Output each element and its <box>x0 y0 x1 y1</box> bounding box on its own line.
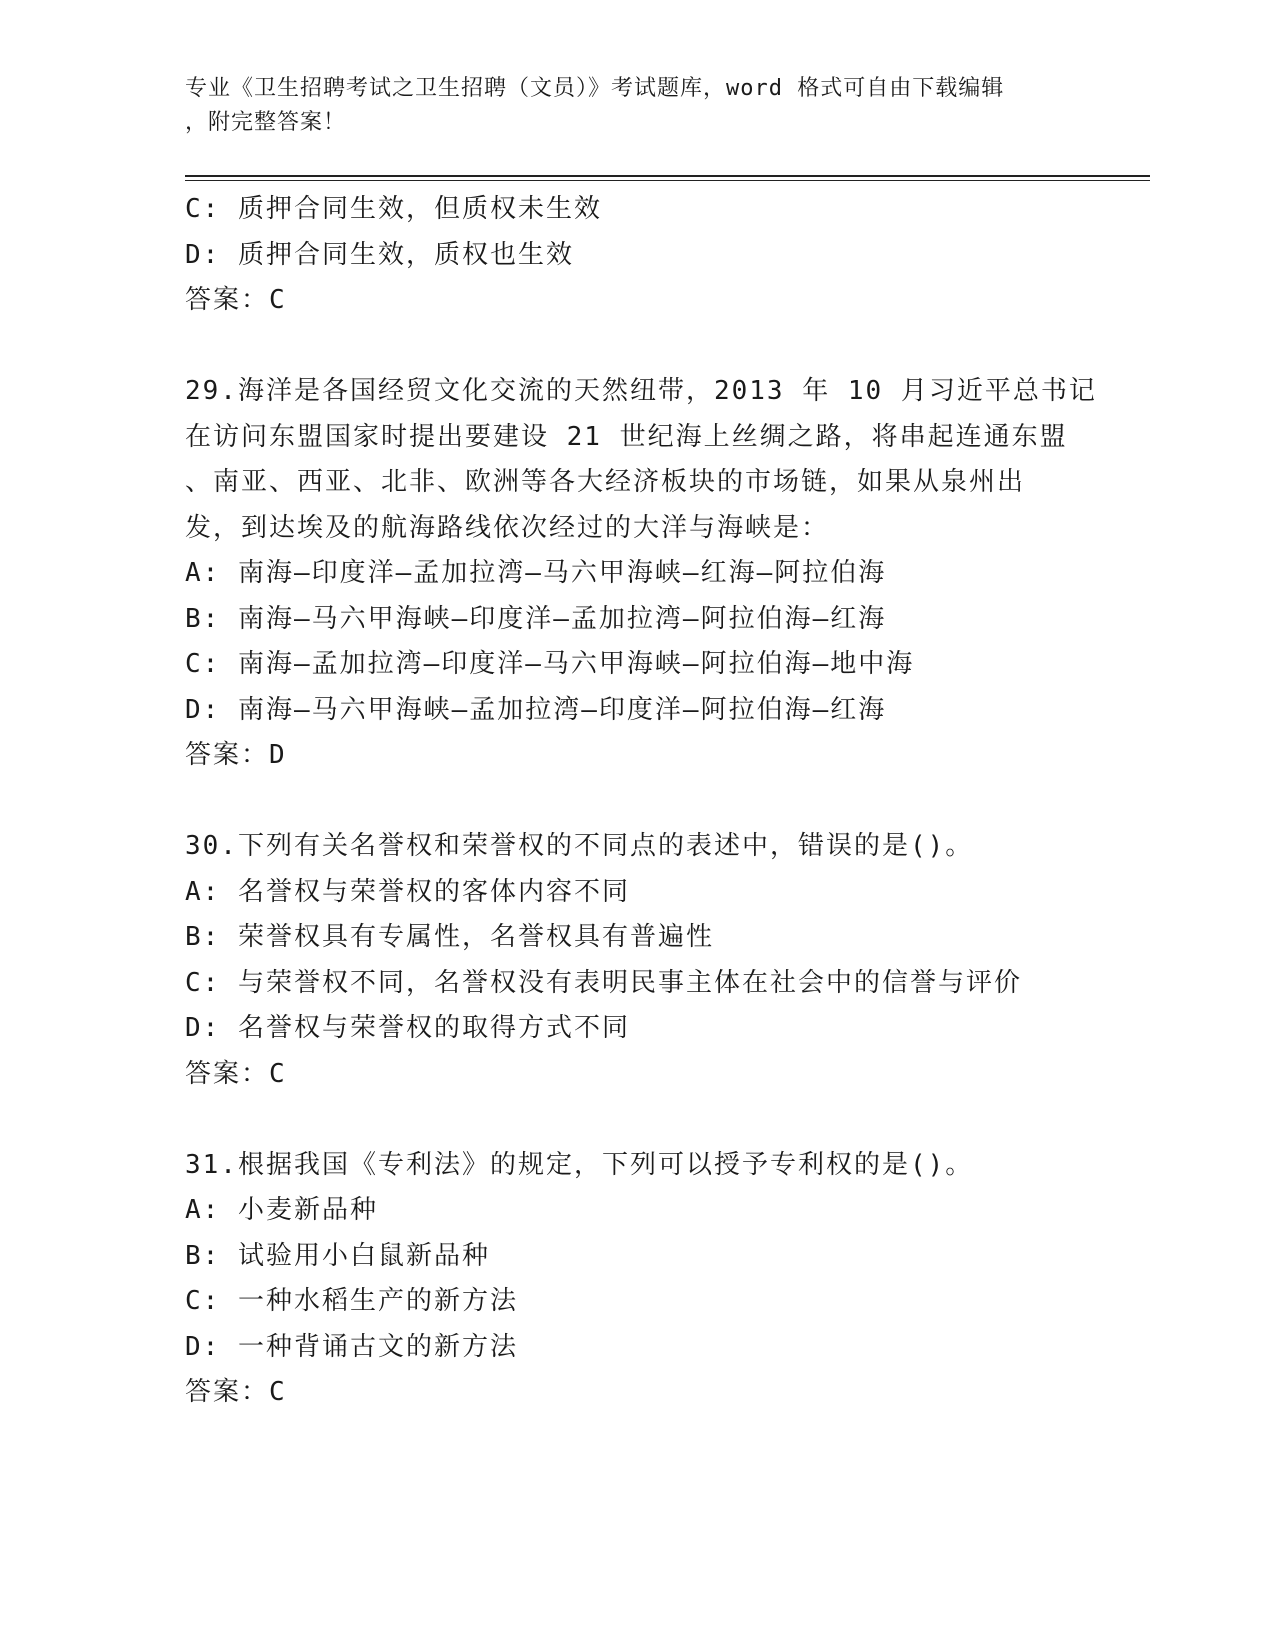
option-b: B: 荣誉权具有专属性，名誉权具有普遍性 <box>185 922 714 952</box>
option-a: A: 南海—印度洋—孟加拉湾—马六甲海峡—红海—阿拉伯海 <box>185 558 887 588</box>
answer: 答案：C <box>185 1377 287 1407</box>
question-31 <box>185 1143 1085 1416</box>
spacer <box>185 1097 1085 1143</box>
spacer <box>185 779 1085 825</box>
question-text-line: 发，到达埃及的航海路线依次经过的大洋与海峡是： <box>185 512 830 543</box>
header-line-2: ，附完整答案！ <box>185 110 347 135</box>
question-text-line: 、南亚、西亚、北非、欧洲等各大经济板块的市场链，如果从泉州出 <box>185 467 1026 497</box>
option-c: C: 一种水稻生产的新方法 <box>185 1286 518 1316</box>
answer: 答案：C <box>185 1058 287 1089</box>
option-d: D: 南海—马六甲海峡—孟加拉湾—印度洋—阿拉伯海—红海 <box>185 694 887 725</box>
option-b: B: 南海—马六甲海峡—印度洋—孟加拉湾—阿拉伯海—红海 <box>185 603 887 634</box>
option-c: C: 南海—孟加拉湾—印度洋—马六甲海峡—阿拉伯海—地中海 <box>185 649 915 679</box>
question-text: 31.根据我国《专利法》的规定，下列可以授予专利权的是()。 <box>185 1149 974 1180</box>
header-divider-thin <box>185 180 1150 181</box>
option-b: B: 试验用小白鼠新品种 <box>185 1240 490 1271</box>
option-d: D: 质押合同生效，质权也生效 <box>185 239 574 270</box>
answer: 答案：C <box>185 285 287 315</box>
option-d: D: 名誉权与荣誉权的取得方式不同 <box>185 1013 630 1043</box>
header-divider-thick <box>185 175 1150 177</box>
question-text: 30.下列有关名誉权和荣誉权的不同点的表述中，错误的是()。 <box>185 831 974 861</box>
answer: 答案：D <box>185 740 287 770</box>
question-30 <box>185 824 1085 1097</box>
option-a: A: 名誉权与荣誉权的客体内容不同 <box>185 876 630 907</box>
header-line-1: 专业《卫生招聘考试之卫生招聘（文员）》考试题库，word 格式可自由下载编辑 <box>185 76 1005 101</box>
spacer <box>185 324 1085 370</box>
option-d: D: 一种背诵古文的新方法 <box>185 1331 518 1362</box>
question-text-line: 29.海洋是各国经贸文化交流的天然纽带，2013 年 10 月习近平总书记 <box>185 376 1097 406</box>
option-c: C: 与荣誉权不同，名誉权没有表明民事主体在社会中的信誉与评价 <box>185 967 1022 998</box>
page-header <box>185 72 1065 140</box>
question-29 <box>185 369 1097 779</box>
question-text-line: 在访问东盟国家时提出要建设 21 世纪海上丝绸之路，将串起连通东盟 <box>185 421 1068 452</box>
option-c: C: 质押合同生效，但质权未生效 <box>185 194 602 224</box>
option-a: A: 小麦新品种 <box>185 1195 378 1225</box>
question-28-continuation <box>185 187 1085 324</box>
question-list <box>185 187 1097 1416</box>
